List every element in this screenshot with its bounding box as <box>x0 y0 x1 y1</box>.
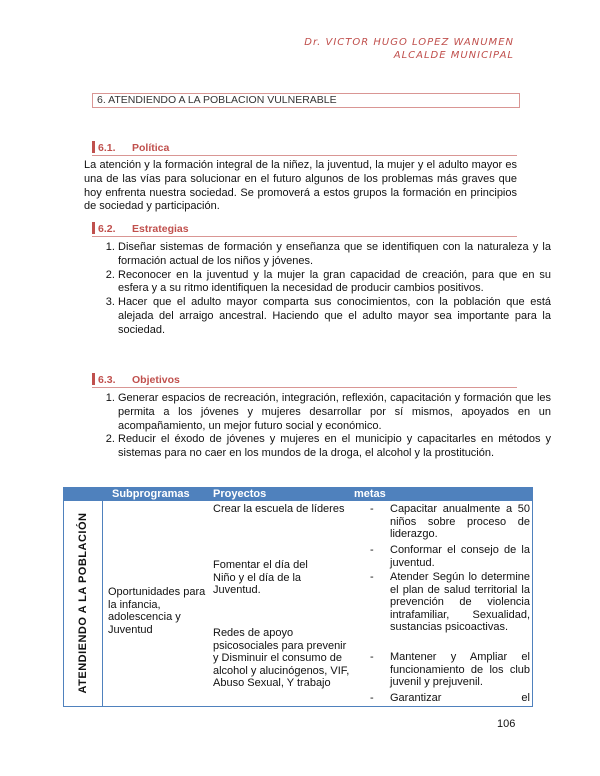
proyecto-cell: Redes de apoyo psicosociales para prevenir y Disminuir el consumo de alcohol y alucinógenos, VIF, Abuso Sexual, Y trabajo <box>213 627 350 690</box>
section-title: 6. ATENDIENDO A LA POBLACION VULNERABLE <box>92 93 520 108</box>
meta-text: Mantener y Ampliar el funcionamiento de los club juvenil y prejuvenil. <box>390 651 530 689</box>
header-name: Dr. VICTOR HUGO LOPEZ WANUMEN <box>304 37 514 48</box>
table-header <box>64 488 532 501</box>
meta-cell <box>370 571 530 634</box>
proyecto-cell: Fomentar el día del Niño y el día de la Juventud. <box>213 559 308 597</box>
heading-marker <box>92 141 95 153</box>
meta-dash: - <box>370 544 374 556</box>
estrategias-number: 6.2. <box>98 223 116 235</box>
meta-text: Conformar el consejo de la juventud. <box>390 544 530 569</box>
politica-title: Política <box>132 142 170 154</box>
meta-dash: - <box>370 692 374 704</box>
objetivos-title: Objetivos <box>132 374 180 386</box>
header-role: ALCALDE MUNICIPAL <box>393 50 514 61</box>
list-item: 2. Reconocer en la juventud y la mujer la gran capacidad de creación, para que en su esfera y a su ritmo identifiquen la necesidad de producir cambios positivos. <box>118 269 551 297</box>
meta-cell <box>370 692 530 705</box>
meta-text: Capacitar anualmente a 50 niños sobre proceso de liderazgo. <box>390 503 530 541</box>
meta-text: Garantizar el <box>390 692 530 704</box>
objetivos-list <box>84 392 551 461</box>
meta-cell <box>370 544 530 569</box>
list-item: 2. Reducir el éxodo de jóvenes y mujeres en el municipio y capacitarles en métodos y sistemas para no caer en los mundos de la droga, el alcohol y la prostitución. <box>118 433 551 461</box>
heading-marker <box>92 222 95 234</box>
politica-text: La atención y la formación integral de la niñez, la juventud, la mujer y el adulto mayor es una de las vías para solucionar en el futuro algunos de los problemas más graves que hoy enfrenta nuestra sociedad. Se promoverá a estos grupos la formación en principios de sociedad y participación. <box>84 159 517 213</box>
meta-cell <box>370 503 530 541</box>
meta-dash: - <box>370 571 374 583</box>
subprograma-cell: Oportunidades para la infancia, adolescencia y Juventud <box>108 586 206 636</box>
politica-heading <box>92 141 517 156</box>
proyecto-cell: Crear la escuela de líderes <box>213 503 345 515</box>
list-item: 1. Generar espacios de recreación, integración, reflexión, capacitación y formación que les permita a los jóvenes y mujeres desarrollar por sí mismos, apoyados en un acompañamiento, un mejor futuro social y económico. <box>118 392 551 433</box>
estrategias-title: Estrategias <box>132 223 189 235</box>
heading-marker <box>92 373 95 385</box>
list-item: 1. Diseñar sistemas de formación y enseñanza que se identifiquen con la naturaleza y la formación actual de los niños y jóvenes. <box>118 241 551 269</box>
meta-dash: - <box>370 503 374 515</box>
meta-text: Atender Según lo determine el plan de salud territorial la prevención de violencia intrafamiliar, Sexualidad, sustancias psicoactivas. <box>390 571 530 634</box>
objetivos-heading <box>92 373 517 388</box>
program-table <box>63 487 533 707</box>
estrategias-heading <box>92 222 517 237</box>
col-subprogramas: Subprogramas <box>112 488 190 500</box>
page-header <box>304 36 514 62</box>
vertical-label: ATENDIENDO A LA POBLACIÓN <box>77 512 89 694</box>
col-proyectos: Proyectos <box>213 488 267 500</box>
objetivos-number: 6.3. <box>98 374 116 386</box>
list-item: 3. Hacer que el adulto mayor comparta sus conocimientos, con la población que está alejada del arraigo ancestral. Haciendo que el adulto mayor sea importante para la sociedad. <box>118 296 551 337</box>
meta-cell <box>370 651 530 689</box>
meta-dash: - <box>370 651 374 663</box>
vertical-label-cell <box>64 501 103 706</box>
estrategias-list <box>84 241 551 338</box>
col-metas: metas <box>354 488 386 500</box>
page-number: 106 <box>497 718 516 730</box>
politica-number: 6.1. <box>98 142 116 154</box>
